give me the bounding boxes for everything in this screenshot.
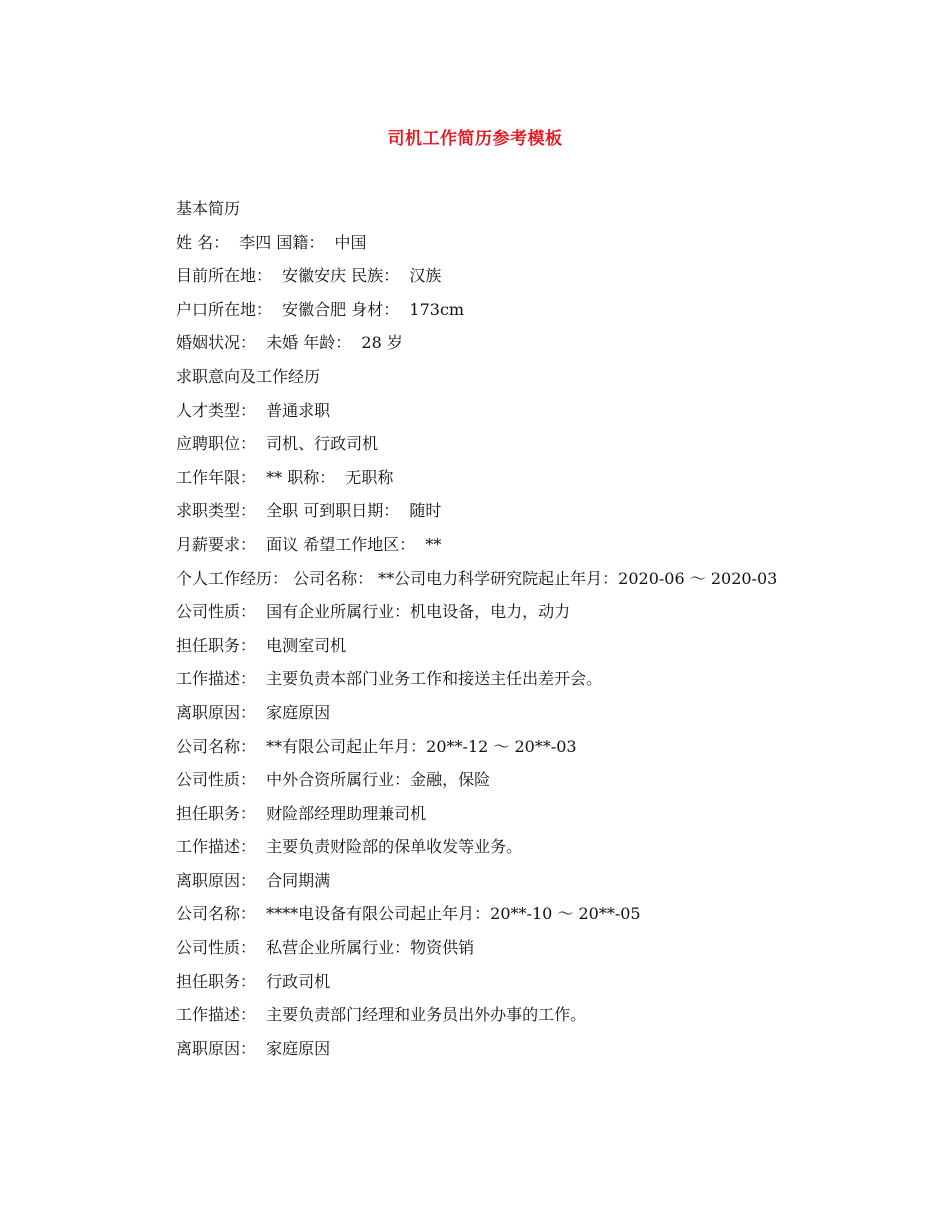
line-location-ethnicity: 目前所在地： 安徽安庆 民族： 汉族 bbox=[176, 266, 442, 286]
line-years-title: 工作年限： ** 职称： 无职称 bbox=[176, 467, 394, 487]
line-work-1-duty: 担任职务： 电测室司机 bbox=[176, 635, 347, 655]
line-hukou-height: 户口所在地： 安徽合肥 身材： 173cm bbox=[176, 299, 465, 319]
document-body bbox=[140, 192, 820, 1065]
line-position: 应聘职位： 司机、行政司机 bbox=[176, 434, 379, 454]
section-heading-basic: 基本简历 bbox=[176, 199, 241, 218]
line-talent-type: 人才类型： 普通求职 bbox=[176, 400, 331, 420]
line-work-3-company: 公司名称： ****电设备有限公司起止年月：20**-10 ～ 20**-05 bbox=[176, 904, 641, 924]
line-job-type-date: 求职类型： 全职 可到职日期： 随时 bbox=[176, 501, 442, 521]
line-work-1-leave-reason: 离职原因： 家庭原因 bbox=[176, 702, 331, 722]
line-work-3-description: 工作描述： 主要负责部门经理和业务员出外办事的工作。 bbox=[176, 1005, 587, 1025]
section-heading-intent: 求职意向及工作经历 bbox=[176, 366, 321, 386]
line-salary-region: 月薪要求： 面议 希望工作地区： ** bbox=[176, 534, 442, 554]
line-work-2-description: 工作描述： 主要负责财险部的保单收发等业务。 bbox=[176, 837, 523, 857]
line-work-history-1-company: 个人工作经历： 公司名称： **公司电力科学研究院起止年月：2020-06 ～ 2020-03 bbox=[176, 568, 778, 588]
line-work-2-duty: 担任职务： 财险部经理助理兼司机 bbox=[176, 803, 427, 823]
line-work-1-description: 工作描述： 主要负责本部门业务工作和接送主任出差开会。 bbox=[176, 669, 603, 689]
line-work-1-nature: 公司性质： 国有企业所属行业：机电设备，电力，动力 bbox=[176, 602, 571, 622]
line-work-3-nature: 公司性质： 私营企业所属行业：物资供销 bbox=[176, 938, 475, 958]
line-work-3-leave-reason: 离职原因： 家庭原因 bbox=[176, 1038, 331, 1058]
line-work-2-leave-reason: 离职原因： 合同期满 bbox=[176, 870, 331, 890]
line-work-3-duty: 担任职务： 行政司机 bbox=[176, 971, 331, 991]
line-marital-age: 婚姻状况： 未婚 年龄： 28 岁 bbox=[176, 333, 403, 353]
document-title: 司机工作简历参考模板 bbox=[387, 129, 563, 149]
line-work-2-company: 公司名称： **有限公司起止年月：20**-12 ～ 20**-03 bbox=[176, 736, 577, 756]
line-name-nationality: 姓 名： 李四 国籍： 中国 bbox=[176, 232, 367, 252]
line-work-2-nature: 公司性质： 中外合资所属行业：金融，保险 bbox=[176, 770, 491, 790]
